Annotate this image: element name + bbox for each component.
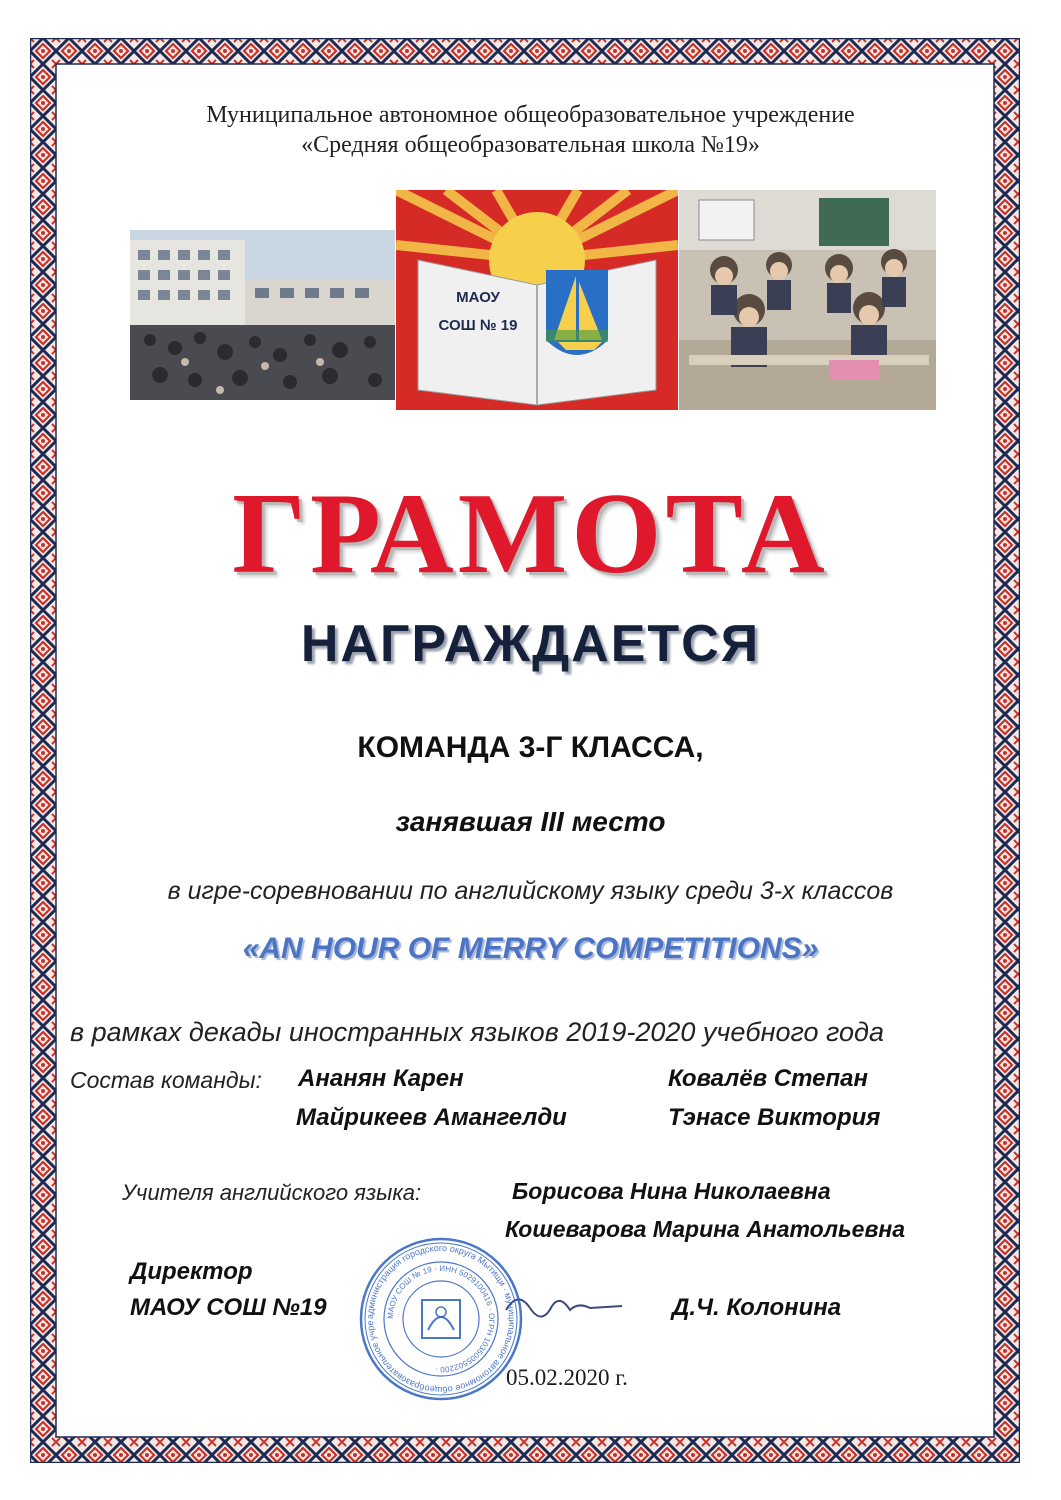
classroom-photo: [679, 190, 936, 410]
logo-text-line-2: СОШ № 19: [438, 317, 518, 334]
director-school: МАОУ СОШ №19: [130, 1294, 327, 1321]
photo-collage: [130, 190, 936, 410]
logo-text-line-1: МАОУ: [456, 289, 500, 306]
team-member: Тэнасе Виктория: [668, 1104, 881, 1131]
team-label: Состав команды:: [70, 1067, 262, 1093]
official-stamp: [356, 1234, 526, 1404]
teacher-name: Кошеварова Марина Анатольевна: [505, 1216, 906, 1242]
organization-line-2: «Средняя общеобразовательная школа №19»: [301, 132, 760, 158]
event-description: в игре-соревновании по английскому языку среди 3-х классов: [167, 877, 894, 905]
school-building-photo: [130, 230, 395, 400]
awarded-heading: НАГРАЖДАЕТСЯ: [300, 615, 761, 673]
stamp-inner-text: МАОУ СОШ № 19 · ИНН 5029100416 · ОГРН 1035005502200 ·: [385, 1263, 497, 1375]
director-name: Д.Ч. Колонина: [672, 1294, 842, 1321]
team-member: Ковалёв Степан: [668, 1065, 868, 1092]
organization-name: [0, 100, 1061, 160]
event-title: «AN HOUR OF MERRY COMPETITIONS»: [242, 932, 819, 965]
recipient: КОМАНДА 3-Г КЛАССА,: [357, 731, 704, 764]
stamp-outer-text: администрация городского округа Мытищи · муниципальное автономное общеобразовательное учре: [364, 1242, 518, 1396]
place-line: занявшая III место: [395, 806, 666, 837]
teachers-label: Учителя английского языка:: [122, 1180, 422, 1205]
teacher-name: Борисова Нина Николаевна: [512, 1178, 831, 1204]
director-title: Директор: [130, 1258, 253, 1285]
issue-date: 05.02.2020 г.: [506, 1365, 628, 1390]
team-member: Майрикеев Амангелди: [296, 1104, 567, 1131]
certificate-title: ГРАМОТА: [232, 470, 829, 598]
context-line: в рамках декады иностранных языков 2019-2020 учебного года: [70, 1017, 884, 1047]
team-member: Ананян Карен: [298, 1065, 464, 1092]
school-logo: [396, 190, 678, 410]
organization-line-1: Муниципальное автономное общеобразовательное учреждение: [206, 102, 855, 128]
